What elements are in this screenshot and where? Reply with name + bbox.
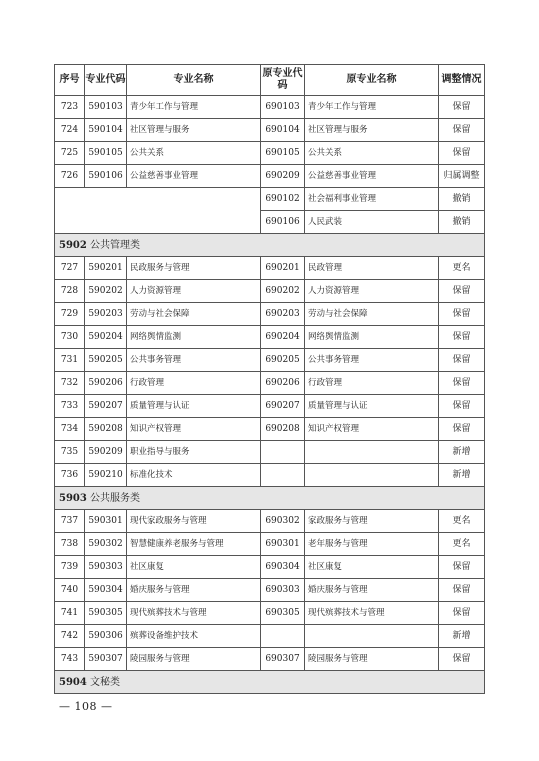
table-row <box>55 625 485 648</box>
category-code: 5903 <box>59 492 87 504</box>
cell-adjust: 保留 <box>439 372 485 395</box>
cell-seq: 739 <box>55 556 85 579</box>
table-row <box>55 510 485 533</box>
cell-adjust: 撤销 <box>439 188 485 211</box>
cell-name: 职业指导与服务 <box>127 441 261 464</box>
cell-orig-name: 行政管理 <box>305 372 439 395</box>
cell-seq: 726 <box>55 165 85 188</box>
category-row <box>55 487 485 510</box>
cell-orig-code: 690104 <box>261 119 305 142</box>
cell-seq: 738 <box>55 533 85 556</box>
cell-adjust: 保留 <box>439 648 485 671</box>
cell-seq: 723 <box>55 96 85 119</box>
header-code: 专业代码 <box>85 65 127 96</box>
cell-orig-code: 690208 <box>261 418 305 441</box>
cell-orig-name: 现代殡葬技术与管理 <box>305 602 439 625</box>
cell-adjust: 新增 <box>439 441 485 464</box>
table-row <box>55 441 485 464</box>
cell-adjust: 保留 <box>439 349 485 372</box>
cell-orig-name <box>305 464 439 487</box>
cell-orig-code <box>261 441 305 464</box>
cell-adjust: 归属调整 <box>439 165 485 188</box>
cell-orig-code: 690305 <box>261 602 305 625</box>
cell-adjust: 保留 <box>439 119 485 142</box>
cell-orig-code: 690304 <box>261 556 305 579</box>
cell-code: 590204 <box>85 326 127 349</box>
cell-code: 590305 <box>85 602 127 625</box>
cell-code: 590209 <box>85 441 127 464</box>
cell-name: 现代殡葬技术与管理 <box>127 602 261 625</box>
cell-orig-name <box>305 625 439 648</box>
table-row <box>55 119 485 142</box>
cell-orig-code: 690106 <box>261 211 305 234</box>
cell-orig-name: 婚庆服务与管理 <box>305 579 439 602</box>
cell-orig-code: 690201 <box>261 257 305 280</box>
cell-code: 590205 <box>85 349 127 372</box>
cell-seq: 733 <box>55 395 85 418</box>
header-seq: 序号 <box>55 65 85 96</box>
cell-orig-code <box>261 464 305 487</box>
cell-orig-name: 青少年工作与管理 <box>305 96 439 119</box>
table-row <box>55 533 485 556</box>
cell-name: 质量管理与认证 <box>127 395 261 418</box>
cell-adjust: 保留 <box>439 326 485 349</box>
table-row <box>55 165 485 188</box>
table-row <box>55 464 485 487</box>
cell-adjust: 保留 <box>439 303 485 326</box>
cell-code: 590106 <box>85 165 127 188</box>
category-name: 文秘类 <box>90 676 121 688</box>
cell-code: 590301 <box>85 510 127 533</box>
table-row <box>55 257 485 280</box>
cell-code: 590304 <box>85 579 127 602</box>
cell-adjust: 撤销 <box>439 211 485 234</box>
cell-adjust: 保留 <box>439 142 485 165</box>
table-row <box>55 556 485 579</box>
cell-name: 知识产权管理 <box>127 418 261 441</box>
cell-seq: 737 <box>55 510 85 533</box>
cell-adjust: 新增 <box>439 464 485 487</box>
cell-adjust: 保留 <box>439 395 485 418</box>
cell-code: 590303 <box>85 556 127 579</box>
cell-name: 社区康复 <box>127 556 261 579</box>
cell-orig-name: 社会福利事业管理 <box>305 188 439 211</box>
cell-name: 公益慈善事业管理 <box>127 165 261 188</box>
cell-name: 网络舆情监测 <box>127 326 261 349</box>
cell-orig-code: 690102 <box>261 188 305 211</box>
cell-code: 590203 <box>85 303 127 326</box>
cell-orig-name: 劳动与社会保障 <box>305 303 439 326</box>
cell-orig-code: 690105 <box>261 142 305 165</box>
cell-code: 590105 <box>85 142 127 165</box>
cell-adjust: 更名 <box>439 533 485 556</box>
cell-seq: 736 <box>55 464 85 487</box>
cell-orig-name: 公共关系 <box>305 142 439 165</box>
cell-name: 公共关系 <box>127 142 261 165</box>
cell-orig-name: 网络舆情监测 <box>305 326 439 349</box>
merged-empty-cell <box>55 188 261 234</box>
table-row <box>55 395 485 418</box>
cell-name: 标准化技术 <box>127 464 261 487</box>
cell-orig-name: 老年服务与管理 <box>305 533 439 556</box>
category-name: 公共管理类 <box>90 239 141 251</box>
header-orig-code: 原专业代码 <box>261 65 305 96</box>
cell-code: 590208 <box>85 418 127 441</box>
table-row <box>55 142 485 165</box>
cell-name: 青少年工作与管理 <box>127 96 261 119</box>
cell-name: 行政管理 <box>127 372 261 395</box>
cell-orig-code: 690204 <box>261 326 305 349</box>
cell-name: 陵园服务与管理 <box>127 648 261 671</box>
cell-seq: 725 <box>55 142 85 165</box>
cell-adjust: 保留 <box>439 579 485 602</box>
cell-orig-name: 人力资源管理 <box>305 280 439 303</box>
cell-orig-name: 陵园服务与管理 <box>305 648 439 671</box>
table-row <box>55 602 485 625</box>
cell-orig-name: 公益慈善事业管理 <box>305 165 439 188</box>
cell-code: 590103 <box>85 96 127 119</box>
cell-code: 590307 <box>85 648 127 671</box>
cell-name: 民政服务与管理 <box>127 257 261 280</box>
cell-orig-name: 知识产权管理 <box>305 418 439 441</box>
cell-orig-code: 690206 <box>261 372 305 395</box>
cell-seq: 740 <box>55 579 85 602</box>
cell-seq: 729 <box>55 303 85 326</box>
table-row <box>55 349 485 372</box>
category-name: 公共服务类 <box>90 492 141 504</box>
cell-name: 人力资源管理 <box>127 280 261 303</box>
cell-adjust: 保留 <box>439 96 485 119</box>
cell-code: 590104 <box>85 119 127 142</box>
cell-code: 590207 <box>85 395 127 418</box>
cell-orig-name: 公共事务管理 <box>305 349 439 372</box>
cell-name: 殡葬设备维护技术 <box>127 625 261 648</box>
cell-adjust: 新增 <box>439 625 485 648</box>
cell-code: 590210 <box>85 464 127 487</box>
category-row <box>55 234 485 257</box>
cell-orig-name: 社区管理与服务 <box>305 119 439 142</box>
table-row <box>55 648 485 671</box>
header-name: 专业名称 <box>127 65 261 96</box>
cell-orig-code: 690209 <box>261 165 305 188</box>
cell-code: 590302 <box>85 533 127 556</box>
cell-adjust: 更名 <box>439 510 485 533</box>
cell-seq: 743 <box>55 648 85 671</box>
cell-seq: 741 <box>55 602 85 625</box>
cell-orig-code: 690301 <box>261 533 305 556</box>
cell-seq: 742 <box>55 625 85 648</box>
table-row <box>55 188 485 211</box>
cell-orig-code: 690207 <box>261 395 305 418</box>
cell-orig-code: 690103 <box>261 96 305 119</box>
cell-orig-code: 690302 <box>261 510 305 533</box>
cell-orig-name: 家政服务与管理 <box>305 510 439 533</box>
header-orig-name: 原专业名称 <box>305 65 439 96</box>
cell-adjust: 保留 <box>439 280 485 303</box>
table-row <box>55 372 485 395</box>
cell-name: 现代家政服务与管理 <box>127 510 261 533</box>
table-header-row <box>55 65 485 96</box>
cell-code: 590306 <box>85 625 127 648</box>
cell-seq: 734 <box>55 418 85 441</box>
cell-seq: 730 <box>55 326 85 349</box>
category-code: 5904 <box>59 676 87 688</box>
cell-orig-code: 690202 <box>261 280 305 303</box>
cell-orig-name: 质量管理与认证 <box>305 395 439 418</box>
category-row <box>55 671 485 694</box>
table-row <box>55 96 485 119</box>
cell-name: 婚庆服务与管理 <box>127 579 261 602</box>
cell-code: 590201 <box>85 257 127 280</box>
cell-adjust: 更名 <box>439 257 485 280</box>
category-code: 5902 <box>59 239 87 251</box>
table-body <box>55 96 485 694</box>
cell-seq: 731 <box>55 349 85 372</box>
cell-name: 社区管理与服务 <box>127 119 261 142</box>
cell-orig-name: 人民武装 <box>305 211 439 234</box>
cell-orig-name: 民政管理 <box>305 257 439 280</box>
cell-adjust: 保留 <box>439 556 485 579</box>
major-adjustment-table <box>54 64 485 694</box>
cell-adjust: 保留 <box>439 418 485 441</box>
cell-orig-code: 690303 <box>261 579 305 602</box>
header-adjust: 调整情况 <box>439 65 485 96</box>
cell-orig-code <box>261 625 305 648</box>
cell-orig-name <box>305 441 439 464</box>
cell-seq: 735 <box>55 441 85 464</box>
table-row <box>55 579 485 602</box>
cell-code: 590206 <box>85 372 127 395</box>
table-row <box>55 418 485 441</box>
cell-seq: 727 <box>55 257 85 280</box>
cell-orig-code: 690307 <box>261 648 305 671</box>
cell-seq: 724 <box>55 119 85 142</box>
cell-adjust: 保留 <box>439 602 485 625</box>
cell-name: 公共事务管理 <box>127 349 261 372</box>
cell-orig-code: 690205 <box>261 349 305 372</box>
cell-seq: 732 <box>55 372 85 395</box>
cell-name: 劳动与社会保障 <box>127 303 261 326</box>
cell-code: 590202 <box>85 280 127 303</box>
cell-seq: 728 <box>55 280 85 303</box>
page-number: — 108 — <box>59 700 113 713</box>
table-row <box>55 326 485 349</box>
cell-orig-code: 690203 <box>261 303 305 326</box>
table-row <box>55 280 485 303</box>
table-row <box>55 303 485 326</box>
cell-orig-name: 社区康复 <box>305 556 439 579</box>
cell-name: 智慧健康养老服务与管理 <box>127 533 261 556</box>
